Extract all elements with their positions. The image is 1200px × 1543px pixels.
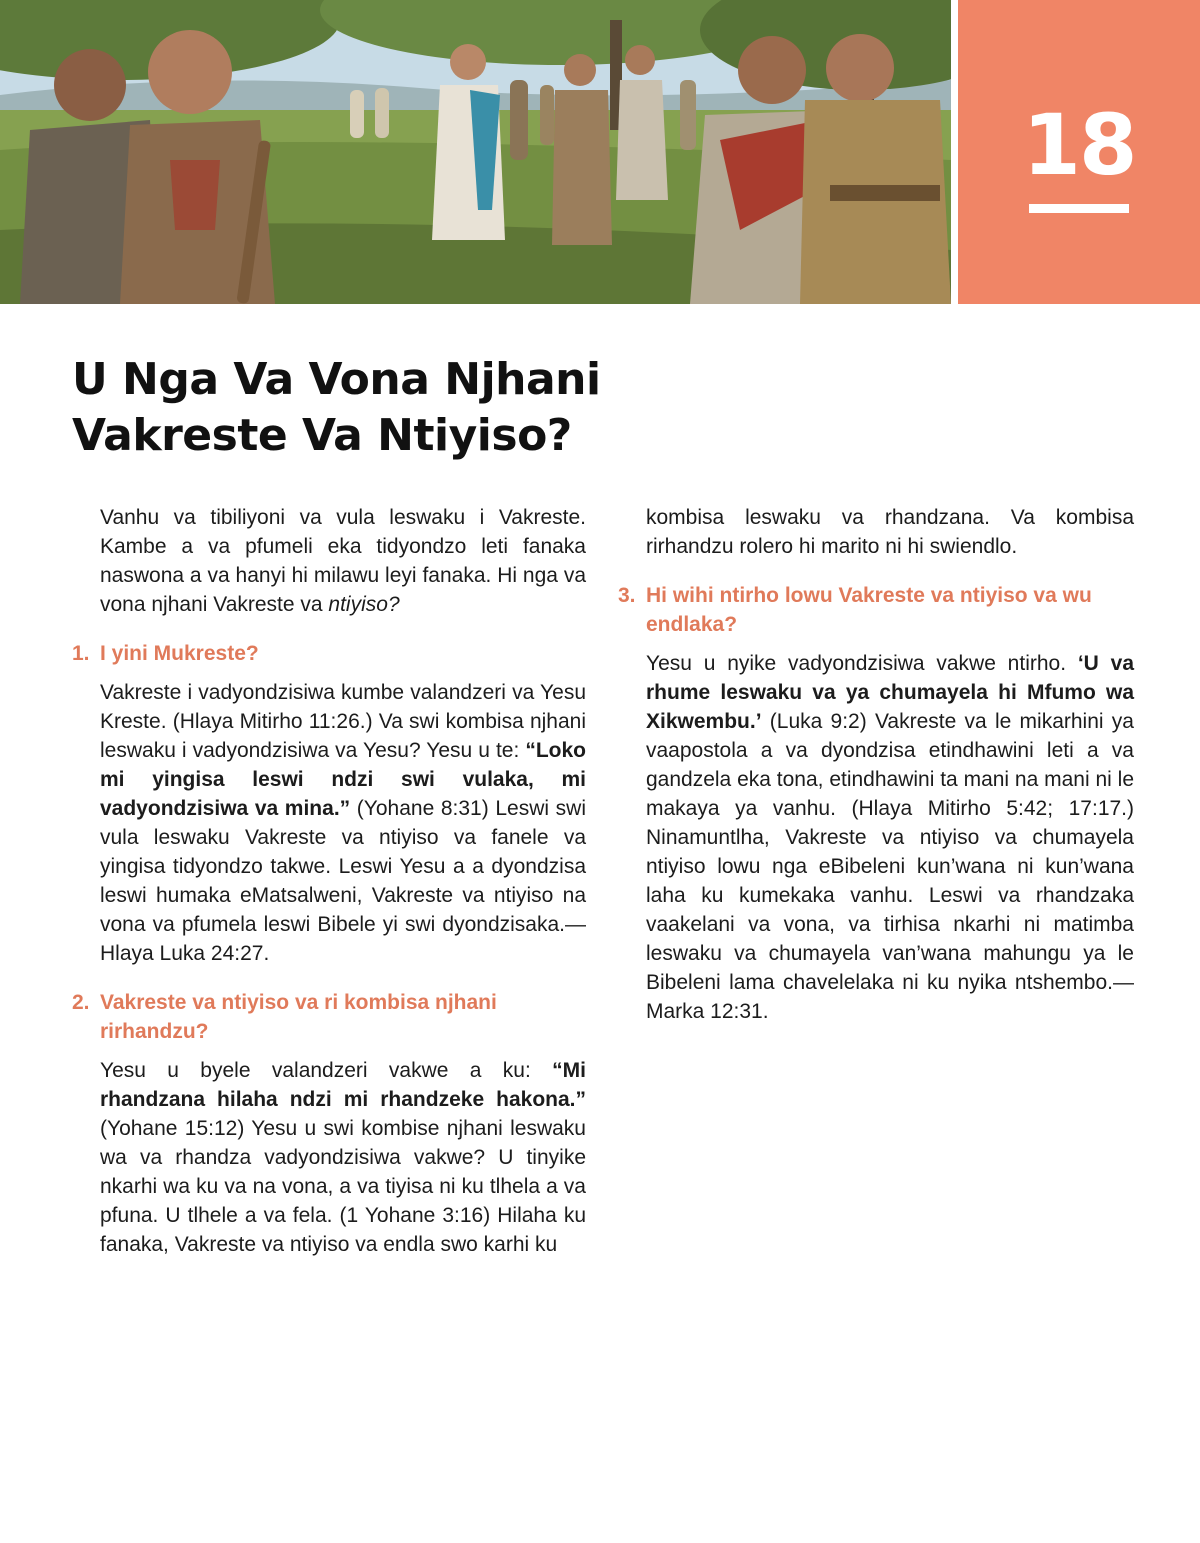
left-column [72,503,586,1259]
page-title [72,352,692,464]
answer-2-quote: “Mi rhandzana hilaha ndzi mi rhandzeke hakona.” [100,1059,586,1111]
answer-2-text-b: (Yohane 15:12) Yesu u swi kombise njhani leswaku wa va rhandza vadyondzisiwa vakwe? U tinyike nkarhi wa ku va na vona, a va tiyisa ni ku tlhela a va pfuna. U tlhele a va fela. (1 Yohane 3:16) Hilaha ku fanaka, Vakreste va ntiyiso va endla swo karhi ku [100,1117,586,1256]
question-heading-2 [72,988,586,1046]
answer-1-quote: “Loko mi yingisa leswi ndzi swi vulaka, mi vadyondzisiwa va mina.” [100,739,586,820]
answer-paragraph-2 [72,1056,586,1259]
answer-2-text-c: kombisa leswaku va rhandzana. Va kombisa rirhandzu rolero hi marito ni hi swiendlo. [646,506,1134,558]
right-column [618,503,1134,1046]
question-number-3: 3. [618,584,636,607]
answer-3-quote: ‘U va rhume leswaku va ya chumayela hi Mfumo wa Xikwembu.’ [646,652,1134,733]
question-number-2: 2. [72,991,90,1014]
answer-2-text-a: Yesu u byele valandzeri vakwe a ku: [100,1059,553,1082]
title-line-2: Vakreste Va Ntiyiso? [72,410,572,461]
intro-text: Vanhu va tibiliyoni va vula leswaku i Vakreste. Kambe a va pfumeli eka tidyondzo leti fanaka naswona a va hanyi hi milawu leyi fanaka. Hi nga va vona njhani Vakreste va [100,506,586,616]
question-text-2: Vakreste va ntiyiso va ri kombisa njhani rirhandzu? [100,991,497,1043]
question-heading-1 [72,639,586,668]
answer-1-text-a: Vakreste i vadyondzisiwa kumbe valandzeri va Yesu Kreste. (Hlaya Mitirho 11:26.) Va swi kombisa njhani leswaku i vadyondzisiwa va Yesu? Yesu u te: [100,681,586,762]
disciples-scene-image [0,0,951,304]
answer-paragraph-1 [72,678,586,968]
answer-3-text-b: (Luka 9:2) Vakreste va le mikarhini ya vaapostola a va dyondzisa etindhawini leti a va gandzela eka tona, etindhawini ta mani na mani ni le makaya ya vanhu. (Hlaya Mitirho 5:42; 17:17.) Ninamuntlha, Vakreste va ntiyiso va chumayela ntiyiso lowu nga eBibeleni kun’wana ni kun’wana laha ku kumekaka vanhu. Leswi va rhandzaka vaakelani va vona, va tirhisa nkarhi ni matimba leswaku va chumayela van’wana mahungu ya le Bibeleni lama chavelelaka ni ku nyika ntshembo.—Marka 12:31. [646,710,1134,1023]
chapter-underline [1029,204,1129,213]
intro-italic: ntiyiso? [328,593,400,616]
question-text-1: I yini Mukreste? [100,642,259,665]
title-line-1: U Nga Va Vona Njhani [72,354,601,405]
answer-3-text-a: Yesu u nyike vadyondzisiwa vakwe ntirho. [646,652,1078,675]
answer-1-text-b: (Yohane 8:31) Leswi swi vula leswaku Vakreste va ntiyiso va fanele va yingisa tidyondzo takwe. Leswi Yesu a a dyondzisa leswi humaka eMatsalweni, Vakreste va ntiyiso na vona va pfumela leswi Bibele yi swi dyondzisaka.—Hlaya Luka 24:27. [100,797,586,965]
question-heading-3 [618,581,1134,639]
answer-paragraph-2-continued [618,503,1134,561]
question-number-1: 1. [72,642,90,665]
chapter-number-panel [958,0,1200,304]
answer-paragraph-3 [618,649,1134,1026]
chapter-number: 18 [1022,96,1136,194]
header-illustration [0,0,951,304]
question-text-3: Hi wihi ntirho lowu Vakreste va ntiyiso va wu endlaka? [646,584,1092,636]
intro-paragraph [72,503,586,619]
